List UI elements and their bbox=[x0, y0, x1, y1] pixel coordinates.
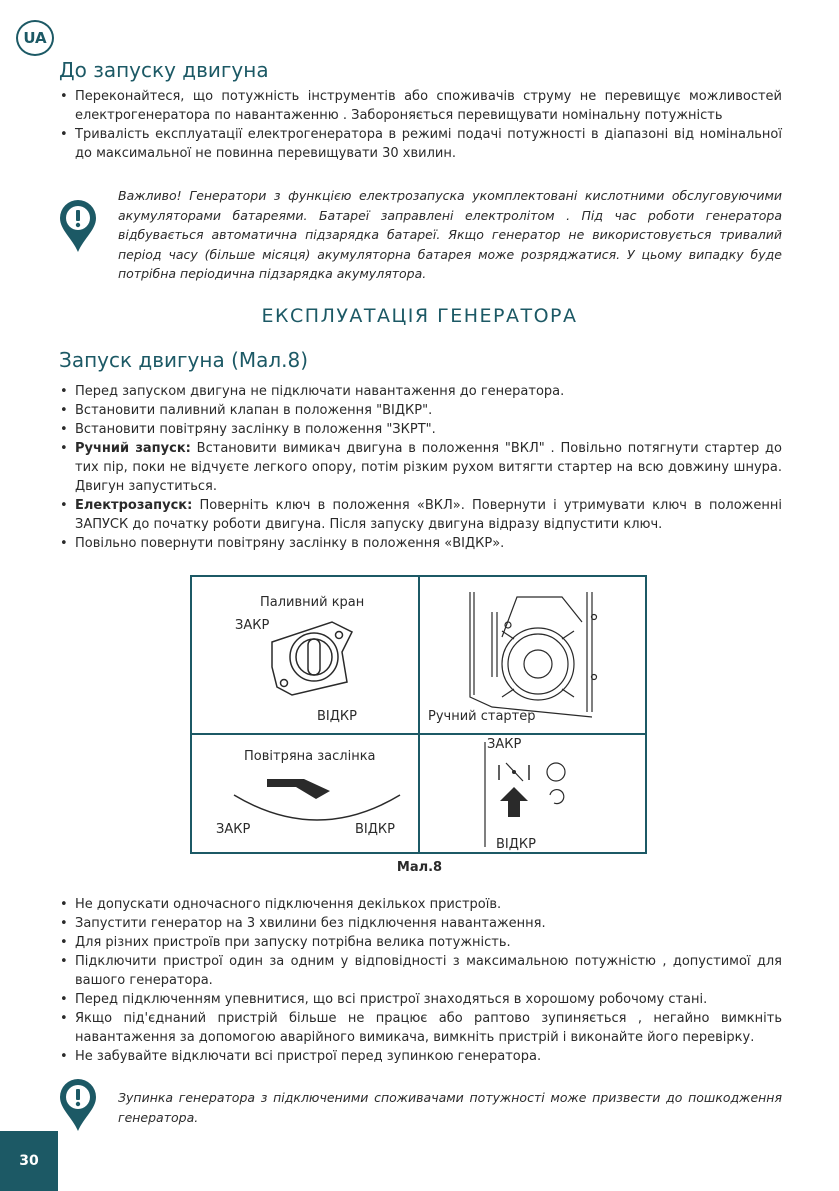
language-badge: UA bbox=[16, 20, 54, 56]
list-item: • Не забувайте відключати всі пристрої перед зупинкою генератора. bbox=[60, 1047, 782, 1066]
shutdown-warning-note: Зупинка генератора з підключеними споживачами потужності може призвести до пошкодження генератора. bbox=[118, 1090, 782, 1125]
important-icon bbox=[58, 198, 98, 254]
battery-note: Важливо! Генератори з функцією електрозапуска укомплектовані кислотними обслуговуючими акумуляторами батареями. Батареї заправлені електролітом . Під час роботи генератора відбувається автоматична підзарядка батареї. Якщо генератор не використовується тривалий період часу (більше місяця) акумуляторна батарея може розряджатися. У цьому випадку буде потрібна періодична підзарядка акумулятора. bbox=[118, 188, 782, 281]
choke-closed-label: ЗАКР bbox=[487, 737, 522, 752]
section-title-engine-start: Запуск двигуна (Мал.8) bbox=[59, 348, 309, 372]
list-item-manual-start bbox=[60, 439, 782, 496]
list-item-electric-start bbox=[60, 496, 782, 534]
fuel-valve-drawing bbox=[272, 622, 352, 695]
choke-lever-drawing bbox=[485, 742, 565, 847]
air-damper-drawing bbox=[234, 779, 400, 820]
manual-start-label: Ручний запуск: bbox=[75, 441, 191, 456]
important-icon bbox=[58, 1077, 98, 1133]
air-damper-label: Повітряна заслінка bbox=[244, 749, 376, 764]
list-item: • Повільно повернути повітряну заслінку в положення «ВІДКР». bbox=[60, 534, 782, 553]
list-item: • Тривалість експлуатації електрогенератора в режимі подачі потужності в діапазоні від номінальної до максимальної не повинна перевищувати 30 хвилин. bbox=[60, 125, 782, 163]
list-item: • Переконайтеся, що потужність інструментів або споживачів струму не перевищує можливостей електрогенератора по навантаженню . Забороняється перевищувати номінальну потужність bbox=[60, 87, 782, 125]
section-title-before-start: До запуску двигуна bbox=[59, 58, 269, 82]
electric-start-label: Електрозапуск: bbox=[75, 498, 193, 513]
damper-open-label: ВІДКР bbox=[355, 822, 395, 837]
before-start-list bbox=[60, 87, 782, 163]
manual-starter-drawing bbox=[470, 592, 597, 717]
fuel-valve-label: Паливний кран bbox=[260, 595, 365, 610]
list-item: • Перед підключенням упевнитися, що всі пристрої знаходяться в хорошому робочому стані. bbox=[60, 990, 782, 1009]
fuel-open-label: ВІДКР bbox=[317, 709, 357, 724]
list-item: • Встановити повітряну заслінку в положення "ЗКРТ". bbox=[60, 420, 782, 439]
engine-start-list bbox=[60, 382, 782, 553]
list-item: • Запустити генератор на 3 хвилини без підключення навантаження. bbox=[60, 914, 782, 933]
damper-closed-label: ЗАКР bbox=[216, 822, 251, 837]
manual-start-text: Встановити вимикач двигуна в положення "ВКЛ" . Повільно потягнути стартер до тих пір, поки не відчуєте легкого опору, потім різким рухом витягти стартер на всю довжину шнура. Двигун запуститься. bbox=[75, 441, 782, 494]
list-item: • Встановити паливний клапан в положення "ВІДКР". bbox=[60, 401, 782, 420]
list-item: • Не допускати одночасного підключення декількох пристроїв. bbox=[60, 895, 782, 914]
list-item: • Перед запуском двигуна не підключати навантаження до генератора. bbox=[60, 382, 782, 401]
starter-label: Ручний стартер bbox=[428, 709, 536, 724]
load-connection-list bbox=[60, 895, 782, 1066]
choke-open-label: ВІДКР bbox=[496, 837, 536, 852]
list-item: • Якщо під'єднаний пристрій більше не працює або раптово зупиняється , негайно вимкніть навантаження за допомогою аварійного вимикача, вимкніть пристрій і виконайте його перевірку. bbox=[60, 1009, 782, 1047]
page-title: ЕКСПЛУАТАЦІЯ ГЕНЕРАТОРА bbox=[261, 305, 578, 327]
fuel-closed-label: ЗАКР bbox=[235, 618, 270, 633]
page-number: 30 bbox=[0, 1131, 58, 1191]
figure-8 bbox=[190, 575, 647, 854]
list-item: • Для різних пристроїв при запуску потрібна велика потужність. bbox=[60, 933, 782, 952]
list-item: • Підключити пристрої один за одним у відповідності з максимальною потужністю , допустимої для вашого генератора. bbox=[60, 952, 782, 990]
electric-start-text: Поверніть ключ в положення «ВКЛ». Повернути і утримувати ключ в положенні ЗАПУСК до початку роботи двигуна. Після запуску двигуна відразу відпустити ключ. bbox=[75, 498, 782, 532]
figure-caption: Мал.8 bbox=[396, 860, 443, 875]
